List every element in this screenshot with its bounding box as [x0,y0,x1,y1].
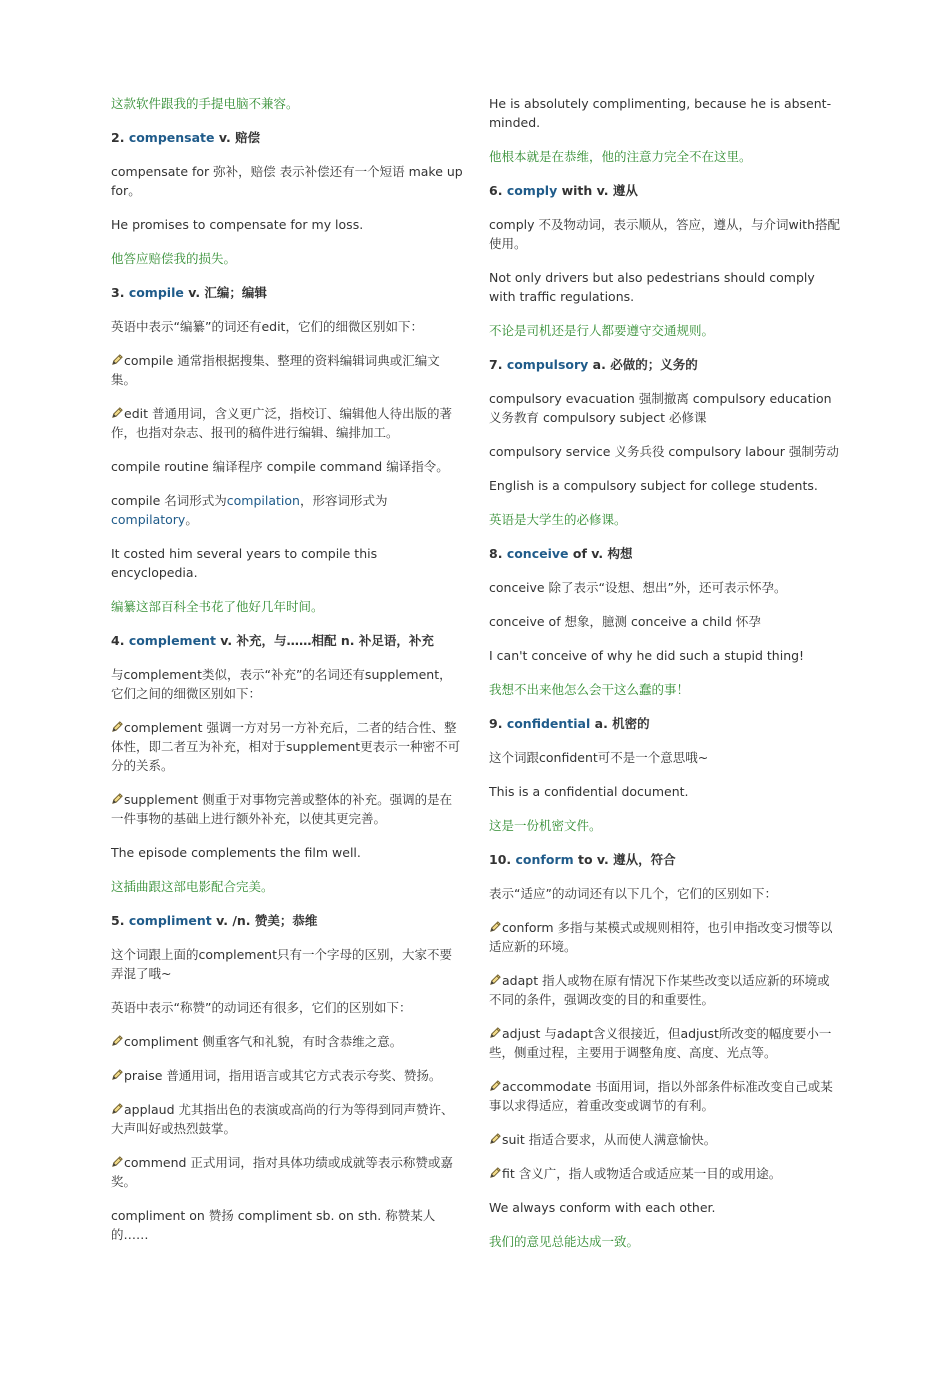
entry-number: 6. [489,183,503,198]
paragraph: compulsory service 义务兵役 compulsory labour 强制劳动 [489,444,839,459]
pencil-icon [111,719,124,732]
entry-word: confidential [506,716,591,731]
paragraph: He is absolutely complimenting, because he is absent-minded. [489,96,832,130]
usage-note-text: compliment 侧重客气和礼貌，有时含恭维之意。 [124,1034,403,1049]
entry-definition: to v. 遵从，符合 [573,852,676,867]
entry-word: compulsory [506,357,589,372]
pencil-icon [111,1067,124,1080]
paragraph: 表示“适应”的动词还有以下几个，它们的区别如下： [489,886,777,901]
entry-number: 3. [111,285,125,300]
entry-heading [489,714,841,733]
entry-heading [489,181,841,200]
pencil-icon [489,1025,502,1038]
entry-definition: v. 汇编；编辑 [183,285,267,300]
usage-note-text: complement 强调一方对另一方补充后，二者的结合性、整体性，即二者互为补充，相对于supplement更表示一种密不可分的关系。 [111,720,461,773]
example-translation: 他根本就是在恭维，他的注意力完全不在这里。 [489,149,752,164]
entry-definition: v. 赔偿 [214,130,261,145]
entry-definition: a. 机密的 [590,716,650,731]
example-translation: 我们的意见总能达成一致。 [489,1234,640,1249]
usage-note-text: compile 通常指根据搜集、整理的资料编辑词典或汇编文集。 [111,353,440,387]
usage-note [111,351,463,389]
entry-heading [111,631,463,650]
usage-note [489,918,841,956]
pencil-icon [489,972,502,985]
example-translation: 这款软件跟我的手提电脑不兼容。 [111,96,299,111]
usage-note-text: suit 指适合要求，从而使人满意愉快。 [502,1132,717,1147]
paragraph: compile routine 编译程序 compile command 编译指令。 [111,459,449,474]
entry-word: comply [506,183,558,198]
pencil-icon [111,1154,124,1167]
entry-heading [489,355,841,374]
pencil-icon [489,919,502,932]
entry-number: 2. [111,130,125,145]
entry-definition: of v. 构想 [568,546,633,561]
paragraph: We always conform with each other. [489,1200,716,1215]
entry-number: 8. [489,546,503,561]
usage-note-text: edit 普通用词，含义更广泛，指校订、编辑他人待出版的著作，也指对杂志、报刊的稿件进行编辑、编排加工。 [111,406,452,440]
pencil-icon [111,405,124,418]
paragraph: He promises to compensate for my loss. [111,217,364,232]
entry-word: complement [128,633,216,648]
entry-number: 4. [111,633,125,648]
usage-note-text: fit 含义广，指人或物适合或适应某一目的或用途。 [502,1166,782,1181]
word-forms-text: ，形容词形式为 [299,493,388,508]
paragraph: compulsory evacuation 强制撤离 compulsory education 义务教育 compulsory subject 必修课 [489,391,832,425]
entry-heading [111,911,463,930]
pencil-icon [489,1165,502,1178]
usage-note-text: praise 普通用词，指用语言或其它方式表示夸奖、赞扬。 [124,1068,442,1083]
example-translation: 这是一份机密文件。 [489,818,602,833]
example-translation: 这插曲跟这部电影配合完美。 [111,879,274,894]
paragraph: I can't conceive of why he did such a stupid thing! [489,648,805,663]
usage-note [111,1100,463,1138]
usage-note [111,1153,463,1191]
usage-note [111,790,463,828]
entry-number: 7. [489,357,503,372]
pencil-icon [489,1078,502,1091]
usage-note-text: adjust 与adapt含义很接近，但adjust所改变的幅度要小一些，侧重过程，主要用于调整角度、高度、光点等。 [489,1026,832,1060]
usage-note [489,1077,841,1115]
paragraph: conceive 除了表示“设想、想出”外，还可表示怀孕。 [489,580,787,595]
usage-note [111,404,463,442]
pencil-icon [111,1033,124,1046]
usage-note [489,1130,841,1149]
paragraph: This is a confidential document. [489,784,689,799]
paragraph: Not only drivers but also pedestrians should comply with traffic regulations. [489,270,815,304]
usage-note [489,971,841,1009]
usage-note [111,1032,463,1051]
right-column [489,94,841,1266]
paragraph: It costed him several years to compile this encyclopedia. [111,546,378,580]
left-column [111,94,463,1259]
pencil-icon [111,791,124,804]
usage-note-text: adapt 指人或物在原有情况下作某些改变以适应新的环境或不同的条件，强调改变的目的和重要性。 [489,973,830,1007]
usage-note-text: applaud 尤其指出色的表演或高尚的行为等得到同声赞许、大声叫好或热烈鼓掌。 [111,1102,454,1136]
example-translation: 他答应赔偿我的损失。 [111,251,237,266]
word-form-link[interactable]: compilation [226,493,300,508]
paragraph: conceive of 想象，臆测 conceive a child 怀孕 [489,614,761,629]
entry-definition: a. 必做的；义务的 [588,357,698,372]
entry-definition: v. 补充，与……相配 n. 补足语，补充 [215,633,434,648]
entry-word: conform [515,852,574,867]
paragraph: 与complement类似，表示“补充”的名词还有supplement，它们之间的细微区别如下： [111,667,452,701]
usage-note [489,1164,841,1183]
example-translation: 我想不出来他怎么会干这么蠢的事！ [489,682,690,697]
entry-heading [489,544,841,563]
paragraph: 英语中表示“称赞”的动词还有很多，它们的区别如下： [111,1000,412,1015]
example-translation: 不论是司机还是行人都要遵守交通规则。 [489,323,715,338]
usage-note [489,1024,841,1062]
word-forms-text: compile 名词形式为 [111,493,227,508]
entry-word: compliment [128,913,212,928]
entry-word: compile [128,285,184,300]
example-translation: 编纂这部百科全书花了他好几年时间。 [111,599,324,614]
pencil-icon [111,352,124,365]
paragraph: 这个词跟confident可不是一个意思哦~ [489,750,709,765]
example-translation: 英语是大学生的必修课。 [489,512,627,527]
entry-number: 5. [111,913,125,928]
word-forms-text: 。 [185,512,198,527]
entry-word: conceive [506,546,569,561]
entry-heading [111,128,463,147]
entry-heading [489,850,841,869]
entry-definition: v. /n. 赞美；恭维 [211,913,318,928]
paragraph: compliment on 赞扬 compliment sb. on sth. 称赞某人的…… [111,1208,436,1242]
entry-definition: with v. 遵从 [557,183,638,198]
usage-note-text: accommodate 书面用词，指以外部条件标准改变自己或某事以求得适应，着重改变或调节的有利。 [489,1079,833,1113]
usage-note [111,718,463,775]
paragraph: The episode complements the film well. [111,845,361,860]
entry-number: 9. [489,716,503,731]
paragraph: 英语中表示“编纂”的词还有edit，它们的细微区别如下： [111,319,423,334]
paragraph: compensate for 弥补，赔偿 表示补偿还有一个短语 make up for。 [111,164,463,198]
entry-word: compensate [128,130,215,145]
usage-note-text: commend 正式用词，指对具体功绩或成就等表示称赞或嘉奖。 [111,1155,453,1189]
entry-heading [111,283,463,302]
paragraph: English is a compulsory subject for college students. [489,478,818,493]
paragraph: 这个词跟上面的complement只有一个字母的区别，大家不要弄混了哦~ [111,947,452,981]
paragraph: comply 不及物动词，表示顺从，答应，遵从，与介词with搭配使用。 [489,217,840,251]
pencil-icon [111,1101,124,1114]
usage-note-text: supplement 侧重于对事物完善或整体的补充。强调的是在一件事物的基础上进行额外补充，以使其更完善。 [111,792,453,826]
pencil-icon [489,1131,502,1144]
usage-note-text: conform 多指与某模式或规则相符，也引申指改变习惯等以适应新的环境。 [489,920,833,954]
entry-number: 10. [489,852,512,867]
word-forms [111,491,463,529]
usage-note [111,1066,463,1085]
word-form-link[interactable]: compilatory [111,512,186,527]
